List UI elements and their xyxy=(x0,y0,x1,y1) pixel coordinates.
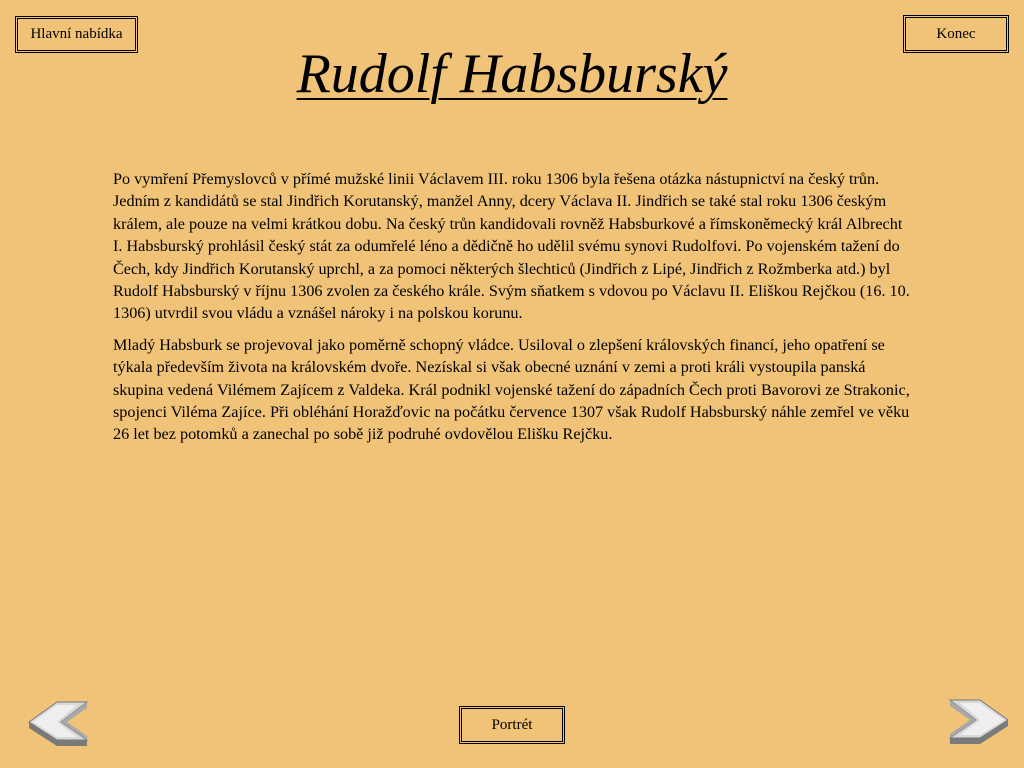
portrait-button[interactable] xyxy=(461,708,563,742)
article-body xyxy=(113,168,913,455)
paragraph-1: Po vymření Přemyslovců v přímé mužské linii Václavem III. roku 1306 byla řešena otázka nástupnictví na český trůn. Jedním z kandidátů se stal Jindřich Korutanský, manžel Anny, dcery Václava II. Jindřich se také stal roku 1306 českým králem, ale pouze na velmi krátkou dobu. Na český trůn kandidovali rovněž Habsburkové a římskoněmecký král Albrecht I. Habsburský prohlásil český stát za odumřelé léno a dědičně ho udělil svému synovi Rudolfovi. Po vojenském tažení do Čech, kdy Jindřich Korutanský uprchl, a za pomoci některých šlechticů (Jindřich z Lipé, Jindřich z Rožmberka atd.) byl Rudolf Habsburský v říjnu 1306 zvolen za českého krále. Svým sňatkem s vdovou po Václavu II. Eliškou Rejčkou (16. 10. 1306) utvrdil svou vládu a vznášel nároky i na polskou korunu. xyxy=(113,170,910,323)
page-title: Rudolf Habsburský xyxy=(296,43,728,105)
arrow-left-icon[interactable] xyxy=(27,700,91,748)
end-label: Konec xyxy=(936,25,976,42)
main-menu-label: Hlavní nabídka xyxy=(30,26,123,42)
paragraph-2: Mladý Habsburk se projevoval jako poměrně schopný vládce. Usiloval o zlepšení královských financí, jeho opatření se týkala především života na královském dvoře. Nezískal si však obecné uznání v zemi a proti králi vystoupila panská skupina vedená Vilémem Zajícem z Valdeka. Král podnikl vojenské tažení do západních Čech proti Bavorovi ze Strakonic, spojenci Viléma Zajíce. Při obléhání Horažďovic na počátku července 1307 však Rudolf Habsburský náhle zemřel ve věku 26 let bez potomků a zanechal po sobě již podruhé ovdovělou Elišku Rejčku. xyxy=(113,335,910,444)
portrait-label: Portrét xyxy=(491,716,533,733)
arrow-right-icon[interactable] xyxy=(946,698,1010,746)
